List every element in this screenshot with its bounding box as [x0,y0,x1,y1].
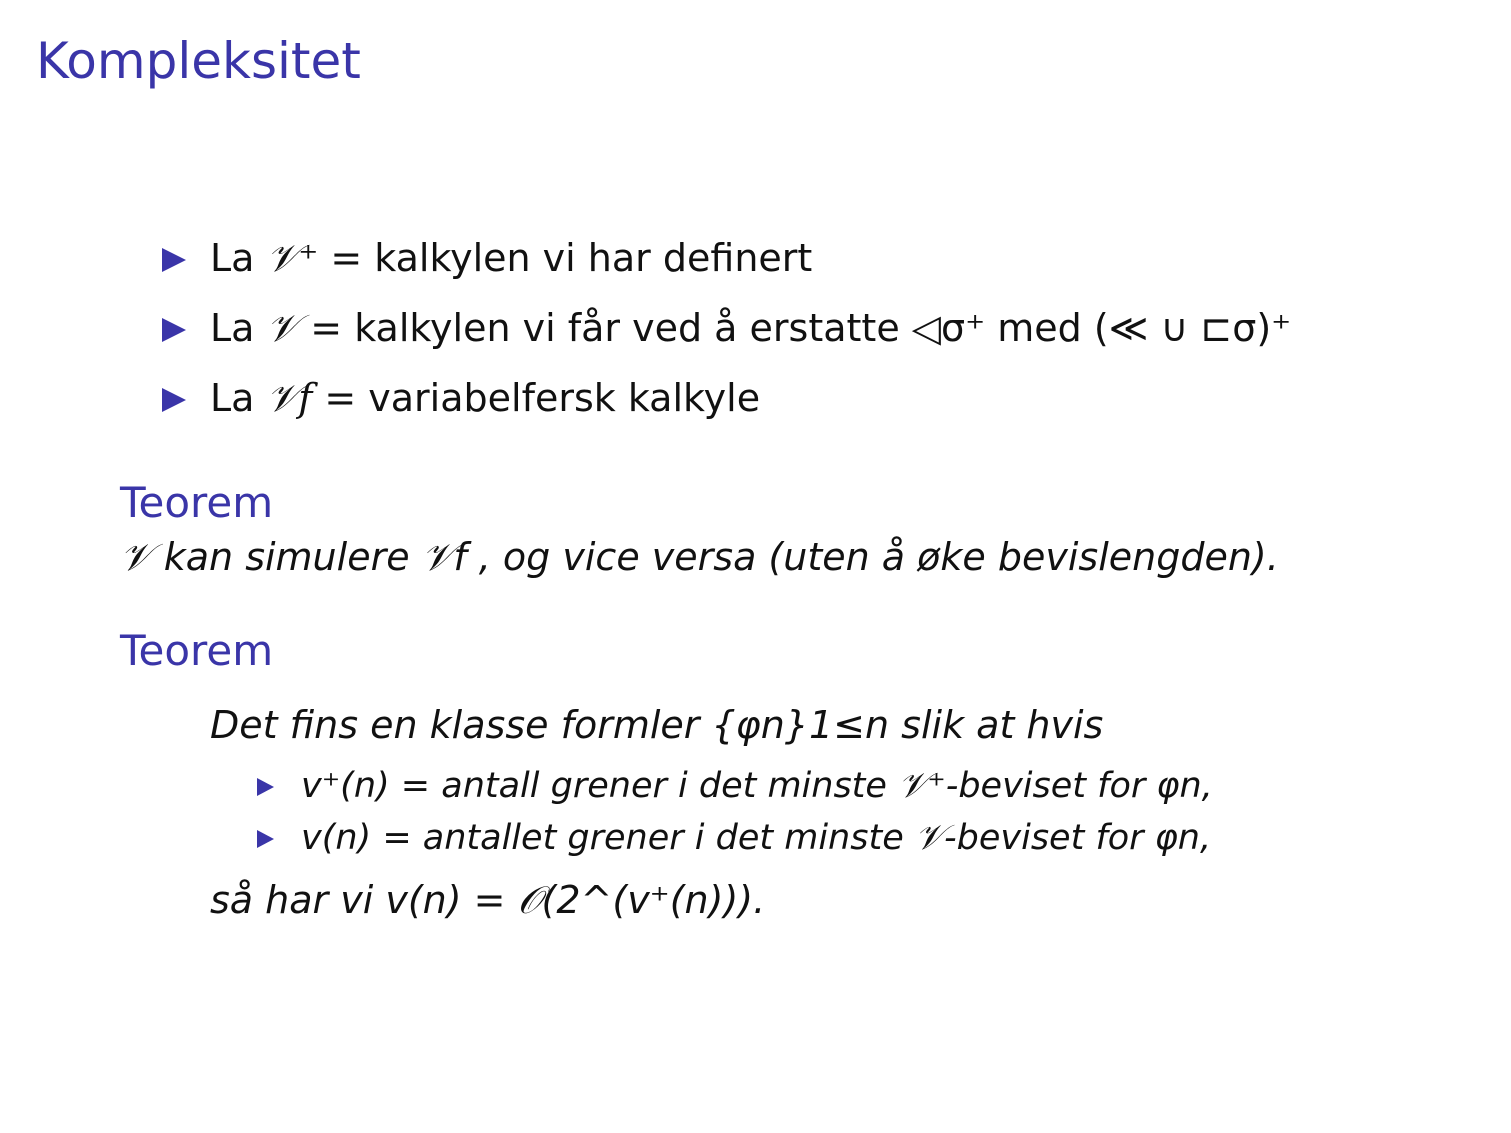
triangle-bullet-icon [162,388,186,412]
theorem-2-heading: Teorem [120,626,274,675]
bullet-text: La 𝒱⁺ = kalkylen vi har definert [210,236,813,280]
bullet-text: La 𝒱 = kalkylen vi får ved å erstatte ◁σ⁺ med (≪ ∪ ⊏σ)⁺ [210,306,1292,350]
sub-bullet-text: v(n) = antallet grener i det minste 𝒱-beviset for φn, [301,818,1212,858]
slide-title: Kompleksitet [36,32,361,90]
theorem-2-intro: Det fins en klasse formler {φn}1≤n slik at hvis [210,703,1104,747]
sub-bullet-text: v⁺(n) = antall grener i det minste 𝒱⁺-beviset for φn, [301,766,1213,806]
theorem-1-body: 𝒱 kan simulere 𝒱f , og vice versa (uten å øke bevislengden). [120,535,1279,579]
theorem-1-heading: Teorem [120,478,274,527]
triangle-bullet-icon [257,830,274,848]
triangle-bullet-icon [257,778,274,796]
bullet-text: La 𝒱f = variabelfersk kalkyle [210,376,761,420]
triangle-bullet-icon [162,318,186,342]
triangle-bullet-icon [162,248,186,272]
theorem-2-conclusion: så har vi v(n) = 𝒪(2^(v⁺(n))). [210,878,766,922]
